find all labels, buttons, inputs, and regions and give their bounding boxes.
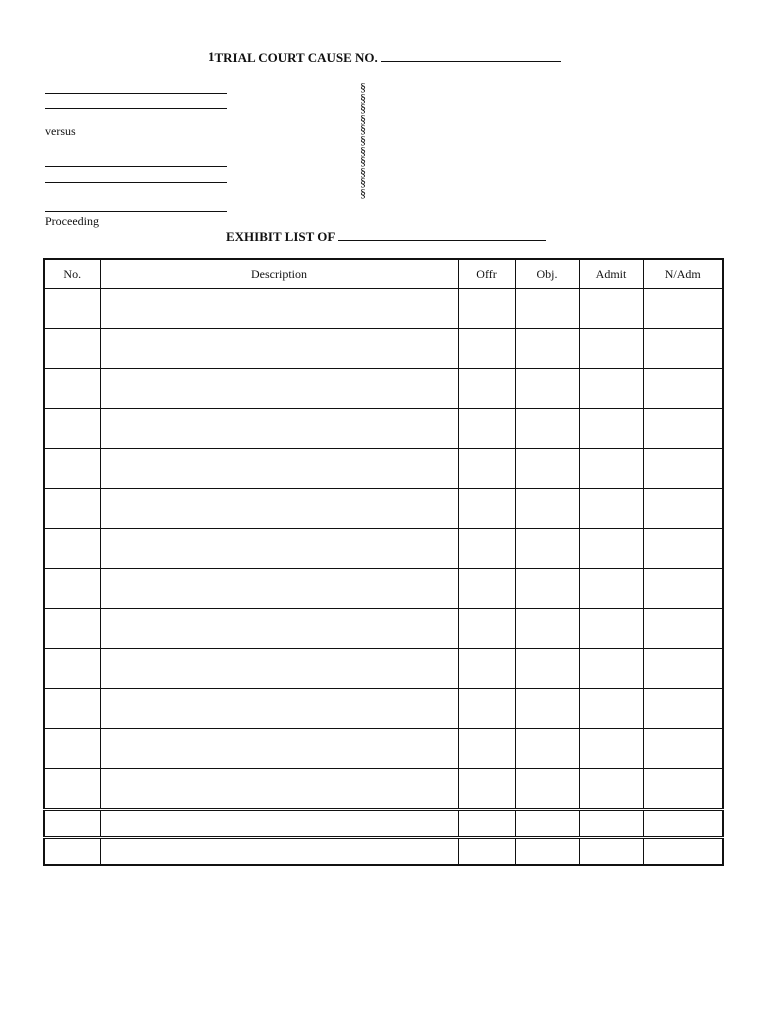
cell-admitted[interactable] (579, 729, 643, 769)
cell-admitted[interactable] (579, 569, 643, 609)
cell-description[interactable] (100, 769, 458, 810)
cell-objection[interactable] (515, 729, 579, 769)
exhibit-list-label: EXHIBIT LIST OF (226, 229, 335, 244)
cell-no[interactable] (44, 529, 100, 569)
proceeding-line[interactable] (45, 211, 227, 212)
proceeding-label: Proceeding (45, 214, 99, 228)
column-header-admitted: Admit (579, 259, 643, 289)
cell-not-admitted[interactable] (643, 449, 723, 489)
table-row-extra (44, 838, 723, 866)
cell-admitted[interactable] (579, 810, 643, 838)
cause-number-heading (208, 50, 561, 66)
cell-no[interactable] (44, 729, 100, 769)
cell-admitted[interactable] (579, 449, 643, 489)
cell-admitted[interactable] (579, 409, 643, 449)
cell-no[interactable] (44, 289, 100, 329)
table-row (44, 729, 723, 769)
cell-objection[interactable] (515, 689, 579, 729)
column-header-no: No. (44, 259, 100, 289)
cell-not-admitted[interactable] (643, 729, 723, 769)
cell-objection[interactable] (515, 329, 579, 369)
cell-offered[interactable] (458, 409, 515, 449)
cell-description[interactable] (100, 369, 458, 409)
cell-offered[interactable] (458, 329, 515, 369)
cell-admitted[interactable] (579, 769, 643, 810)
cell-admitted[interactable] (579, 838, 643, 866)
cell-no[interactable] (44, 838, 100, 866)
cell-no[interactable] (44, 329, 100, 369)
table-row (44, 529, 723, 569)
cell-objection[interactable] (515, 649, 579, 689)
section-symbol: § (360, 101, 366, 116)
cell-offered[interactable] (458, 769, 515, 810)
cell-offered[interactable] (458, 729, 515, 769)
table-row (44, 569, 723, 609)
section-symbol: § (360, 154, 366, 169)
exhibit-list-heading (226, 229, 546, 245)
table-header-row (44, 259, 723, 289)
versus-label: versus (45, 124, 76, 138)
cell-no[interactable] (44, 409, 100, 449)
cell-offered[interactable] (458, 369, 515, 409)
cell-offered[interactable] (458, 609, 515, 649)
cell-offered[interactable] (458, 810, 515, 838)
cell-not-admitted[interactable] (643, 529, 723, 569)
table-row-extra (44, 810, 723, 838)
cell-objection[interactable] (515, 449, 579, 489)
cell-description[interactable] (100, 289, 458, 329)
table-row (44, 649, 723, 689)
cell-objection[interactable] (515, 409, 579, 449)
cell-no[interactable] (44, 810, 100, 838)
cell-offered[interactable] (458, 569, 515, 609)
table-row (44, 409, 723, 449)
cell-admitted[interactable] (579, 529, 643, 569)
section-symbol: § (360, 164, 366, 179)
cell-admitted[interactable] (579, 689, 643, 729)
cell-offered[interactable] (458, 489, 515, 529)
cause-number-label: TRIAL COURT CAUSE NO. (214, 50, 378, 65)
column-header-offered: Offr (458, 259, 515, 289)
table-row (44, 289, 723, 329)
cell-admitted[interactable] (579, 609, 643, 649)
cell-description[interactable] (100, 409, 458, 449)
cell-objection[interactable] (515, 810, 579, 838)
section-symbol: § (360, 90, 366, 105)
cell-not-admitted[interactable] (643, 409, 723, 449)
cell-no[interactable] (44, 449, 100, 489)
cell-not-admitted[interactable] (643, 838, 723, 866)
section-symbol: § (360, 175, 366, 190)
table-row (44, 449, 723, 489)
cell-no[interactable] (44, 649, 100, 689)
cell-description[interactable] (100, 838, 458, 866)
cell-objection[interactable] (515, 838, 579, 866)
cell-not-admitted[interactable] (643, 810, 723, 838)
cell-description[interactable] (100, 649, 458, 689)
cell-admitted[interactable] (579, 289, 643, 329)
cell-description[interactable] (100, 609, 458, 649)
plaintiff-line-2[interactable] (45, 108, 227, 109)
column-header-description: Description (100, 259, 458, 289)
cause-number-blank[interactable] (381, 51, 561, 62)
plaintiff-line-1[interactable] (45, 93, 227, 94)
cell-objection[interactable] (515, 289, 579, 329)
section-symbol: § (360, 132, 366, 147)
section-symbol: § (360, 143, 366, 158)
table-row (44, 329, 723, 369)
defendant-line-1[interactable] (45, 166, 227, 167)
cell-objection[interactable] (515, 769, 579, 810)
cell-admitted[interactable] (579, 649, 643, 689)
table-row (44, 609, 723, 649)
cell-description[interactable] (100, 689, 458, 729)
cell-no[interactable] (44, 369, 100, 409)
cell-offered[interactable] (458, 449, 515, 489)
cell-offered[interactable] (458, 838, 515, 866)
cell-offered[interactable] (458, 289, 515, 329)
cell-offered[interactable] (458, 689, 515, 729)
section-symbol: § (360, 185, 366, 200)
table-row (44, 489, 723, 529)
cell-no[interactable] (44, 569, 100, 609)
column-header-objection: Obj. (515, 259, 579, 289)
cell-no[interactable] (44, 689, 100, 729)
cell-objection[interactable] (515, 369, 579, 409)
cell-admitted[interactable] (579, 489, 643, 529)
cell-description[interactable] (100, 729, 458, 769)
cell-not-admitted[interactable] (643, 369, 723, 409)
section-symbol: § (360, 111, 366, 126)
table-row (44, 689, 723, 729)
exhibit-table (43, 258, 724, 866)
cell-not-admitted[interactable] (643, 649, 723, 689)
cell-objection[interactable] (515, 609, 579, 649)
cell-not-admitted[interactable] (643, 569, 723, 609)
cell-description[interactable] (100, 529, 458, 569)
cell-no[interactable] (44, 609, 100, 649)
cell-description[interactable] (100, 569, 458, 609)
cell-description[interactable] (100, 329, 458, 369)
table-row (44, 369, 723, 409)
cell-not-admitted[interactable] (643, 609, 723, 649)
section-symbol: § (360, 80, 366, 94)
section-symbol: § (360, 122, 366, 137)
footnote-mark: 1 (208, 49, 215, 64)
cell-description[interactable] (100, 489, 458, 529)
cell-admitted[interactable] (579, 369, 643, 409)
cell-objection[interactable] (515, 569, 579, 609)
cell-admitted[interactable] (579, 329, 643, 369)
section-symbols (360, 82, 366, 199)
cell-not-admitted[interactable] (643, 769, 723, 810)
cell-objection[interactable] (515, 489, 579, 529)
cell-description[interactable] (100, 810, 458, 838)
cell-objection[interactable] (515, 529, 579, 569)
cell-no[interactable] (44, 489, 100, 529)
column-header-not-admitted: N/Adm (643, 259, 723, 289)
cell-not-admitted[interactable] (643, 489, 723, 529)
cell-no[interactable] (44, 769, 100, 810)
exhibit-party-blank[interactable] (338, 230, 546, 241)
cell-not-admitted[interactable] (643, 329, 723, 369)
cell-offered[interactable] (458, 529, 515, 569)
defendant-line-2[interactable] (45, 182, 227, 183)
cell-not-admitted[interactable] (643, 289, 723, 329)
cell-offered[interactable] (458, 649, 515, 689)
cell-description[interactable] (100, 449, 458, 489)
table-row (44, 769, 723, 810)
cell-not-admitted[interactable] (643, 689, 723, 729)
